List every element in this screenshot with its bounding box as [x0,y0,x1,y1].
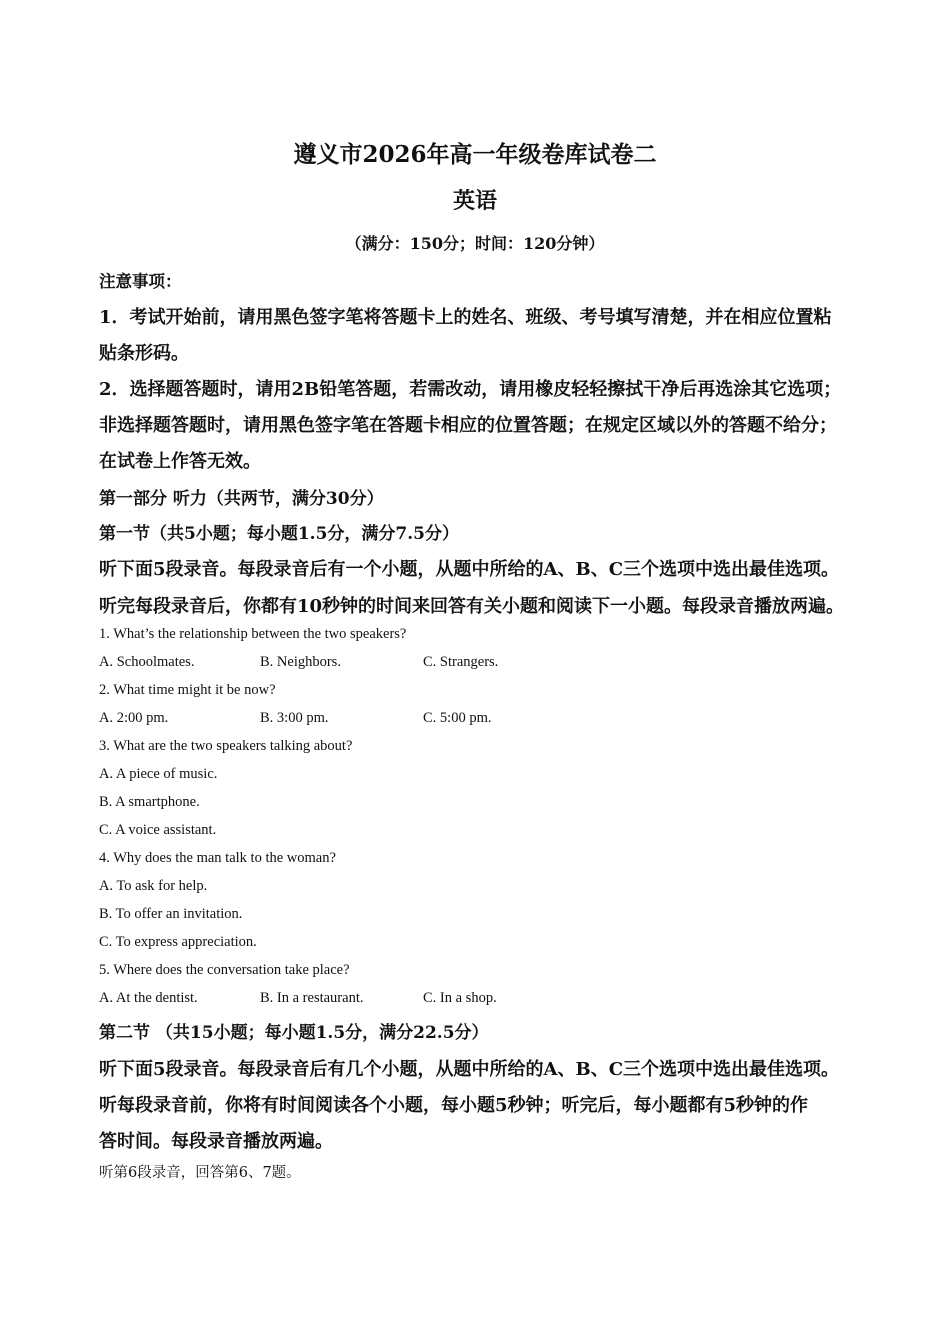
section2-instruction-line-2: 听每段录音前，你将有时间阅读各个小题，每小题5秒钟；听完后，每小题都有5秒钟的作 [99,1095,809,1116]
question-1: 1. What’s the relationship between the two speakers? [99,626,407,642]
question-3-option-c: C. A voice assistant. [99,822,217,838]
question-2: 2. What time might it be now? [99,682,276,698]
question-4: 4. Why does the man talk to the woman? [99,850,336,866]
section1-instruction-line-2: 听完每段录音后，你都有10秒钟的时间来回答有关小题和阅读下一小题。每段录音播放两遍。 [99,596,845,617]
question-3-option-b: B. A smartphone. [99,794,200,810]
note-item-1-line-2: 贴条形码。 [99,343,189,364]
question-4-option-c: C. To express appreciation. [99,934,257,950]
section2-instruction-line-1: 听下面5段录音。每段录音后有几个小题，从题中所给的A、B、C三个选项中选出最佳选项。 [99,1059,840,1080]
section2-heading: 第二节 （共15小题；每小题1.5分，满分22.5分） [99,1023,489,1043]
section1-instruction-line-1: 听下面5段录音。每段录音后有一个小题，从题中所给的A、B、C三个选项中选出最佳选项。 [99,559,840,580]
question-5-option-b: B. In a restaurant. [260,990,364,1006]
exam-info: （满分：150分；时间：120分钟） [345,234,605,253]
note-item-1-line-1: 1．考试开始前，请用黑色签字笔将答题卡上的姓名、班级、考号填写清楚，并在相应位置粘 [99,307,832,328]
question-3-option-a: A. A piece of music. [99,766,218,782]
question-2-option-b: B. 3:00 pm. [260,710,329,726]
question-1-option-b: B. Neighbors. [260,654,341,670]
question-2-option-c: C. 5:00 pm. [423,710,492,726]
section2-sub-instruction: 听第6段录音，回答第6、7题。 [99,1165,301,1181]
question-1-option-a: A. Schoolmates. [99,654,195,670]
question-5: 5. Where does the conversation take place? [99,962,350,978]
note-item-2-line-1: 2．选择题答题时，请用2B铅笔答题，若需改动，请用橡皮轻轻擦拭干净后再选涂其它选项； [99,379,842,400]
section1-heading: 第一节（共5小题；每小题1.5分，满分7.5分） [99,524,459,544]
question-4-option-b: B. To offer an invitation. [99,906,243,922]
notes-heading: 注意事项： [99,272,182,291]
part1-heading: 第一部分 听力（共两节，满分30分） [99,489,384,509]
question-5-option-a: A. At the dentist. [99,990,198,1006]
question-3: 3. What are the two speakers talking about? [99,738,353,754]
subject-title: 英语 [452,188,497,214]
section2-instruction-line-3: 答时间。每段录音播放两遍。 [99,1131,333,1152]
question-2-option-a: A. 2:00 pm. [99,710,169,726]
note-item-2-line-2: 非选择题答题时，请用黑色签字笔在答题卡相应的位置答题；在规定区域以外的答题不给分； [99,415,837,436]
note-item-2-line-3: 在试卷上作答无效。 [99,451,261,472]
question-5-option-c: C. In a shop. [423,990,497,1006]
question-1-option-c: C. Strangers. [423,654,499,670]
exam-title: 遵义市2026年高一年级卷库试卷二 [293,141,657,168]
question-4-option-a: A. To ask for help. [99,878,208,894]
